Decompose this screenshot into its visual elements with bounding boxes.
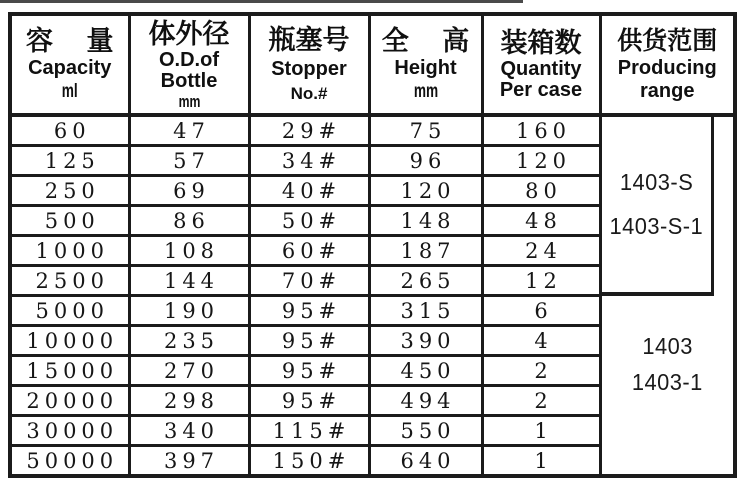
header-od-en1: O.D.of xyxy=(159,48,219,71)
cell-capacity: 15000 xyxy=(10,356,129,386)
header-row xyxy=(10,14,735,115)
header-stopper-zh: 瓶塞号 xyxy=(268,24,350,55)
header-od-zh: 体外径 xyxy=(148,18,230,49)
col-header-range xyxy=(600,14,735,115)
cell-stopper: 95# xyxy=(249,296,369,326)
header-capacity-unit: ml xyxy=(61,81,78,102)
cell-stopper: 70# xyxy=(249,266,369,296)
cell-od: 235 xyxy=(129,326,249,356)
top-crop-line xyxy=(0,0,523,3)
cell-capacity: 2500 xyxy=(10,266,129,296)
producing-range-group-small xyxy=(600,115,735,296)
cell-qty: 2 xyxy=(482,386,600,416)
producing-range-box xyxy=(602,117,715,296)
cell-od: 298 xyxy=(129,386,249,416)
range-code: 1403-S xyxy=(619,168,693,195)
cell-stopper: 50# xyxy=(249,206,369,236)
cell-stopper: 34# xyxy=(249,146,369,176)
header-qty-wrap xyxy=(484,16,599,113)
header-range-zh: 供货范围 xyxy=(617,27,718,55)
header-stopper-en2: No.# xyxy=(290,83,328,103)
cell-od: 69 xyxy=(129,176,249,206)
cell-height: 550 xyxy=(369,416,482,446)
cell-stopper: 150# xyxy=(249,446,369,477)
col-header-od xyxy=(129,14,249,115)
cell-height: 187 xyxy=(369,236,482,266)
table-row xyxy=(10,296,735,326)
cell-capacity: 250 xyxy=(10,176,129,206)
header-qty-en1: Quantity xyxy=(500,58,582,80)
cell-stopper: 115# xyxy=(249,416,369,446)
header-height-en: Height xyxy=(394,57,457,79)
header-stopper-wrap xyxy=(251,16,368,113)
header-range-en1: Producing xyxy=(617,57,717,79)
cell-height: 120 xyxy=(369,176,482,206)
cell-height: 390 xyxy=(369,326,482,356)
cell-qty: 2 xyxy=(482,356,600,386)
header-od-en2: Bottle xyxy=(160,69,218,92)
header-stopper-en1: Stopper xyxy=(271,57,347,80)
cell-stopper: 60# xyxy=(249,236,369,266)
cell-capacity: 30000 xyxy=(10,416,129,446)
spec-table xyxy=(8,12,737,478)
cell-od: 190 xyxy=(129,296,249,326)
cell-qty: 6 xyxy=(482,296,600,326)
range-code: 1403 xyxy=(641,333,693,360)
cell-capacity: 5000 xyxy=(10,296,129,326)
header-capacity-zh: 容 量 xyxy=(25,26,114,56)
cell-stopper: 95# xyxy=(249,326,369,356)
cell-stopper: 29# xyxy=(249,115,369,146)
table-row xyxy=(10,115,735,146)
col-header-stopper xyxy=(249,14,369,115)
header-height-wrap xyxy=(371,16,481,113)
header-qty-zh: 装箱数 xyxy=(500,28,582,58)
cell-qty: 24 xyxy=(482,236,600,266)
header-od-wrap xyxy=(131,16,248,113)
cell-od: 270 xyxy=(129,356,249,386)
cell-qty: 48 xyxy=(482,206,600,236)
header-height-unit: mm xyxy=(413,81,438,102)
cell-od: 57 xyxy=(129,146,249,176)
cell-height: 494 xyxy=(369,386,482,416)
cell-capacity: 20000 xyxy=(10,386,129,416)
cell-qty: 12 xyxy=(482,266,600,296)
cell-capacity: 60 xyxy=(10,115,129,146)
col-header-height xyxy=(369,14,482,115)
producing-range-lines xyxy=(602,333,734,396)
cell-od: 144 xyxy=(129,266,249,296)
cell-stopper: 95# xyxy=(249,356,369,386)
range-code: 1403-S-1 xyxy=(609,212,704,239)
producing-range-group-large xyxy=(600,296,735,477)
cell-capacity: 125 xyxy=(10,146,129,176)
cell-height: 96 xyxy=(369,146,482,176)
header-range-en2: range xyxy=(640,80,695,102)
cell-qty: 4 xyxy=(482,326,600,356)
cell-qty: 80 xyxy=(482,176,600,206)
cell-capacity: 10000 xyxy=(10,326,129,356)
cell-height: 265 xyxy=(369,266,482,296)
cell-qty: 1 xyxy=(482,446,600,477)
cell-qty: 160 xyxy=(482,115,600,146)
cell-od: 86 xyxy=(129,206,249,236)
cell-stopper: 95# xyxy=(249,386,369,416)
cell-capacity: 1000 xyxy=(10,236,129,266)
cell-height: 450 xyxy=(369,356,482,386)
cell-stopper: 40# xyxy=(249,176,369,206)
header-range-wrap xyxy=(602,16,734,113)
cell-od: 340 xyxy=(129,416,249,446)
cell-od: 47 xyxy=(129,115,249,146)
cell-qty: 1 xyxy=(482,416,600,446)
cell-height: 315 xyxy=(369,296,482,326)
cell-qty: 120 xyxy=(482,146,600,176)
cell-height: 148 xyxy=(369,206,482,236)
range-code: 1403-1 xyxy=(631,369,703,396)
cell-capacity: 500 xyxy=(10,206,129,236)
col-header-capacity xyxy=(10,14,129,115)
header-od-unit: mm xyxy=(178,91,200,111)
cell-capacity: 50000 xyxy=(10,446,129,477)
header-capacity-wrap xyxy=(12,16,128,113)
header-qty-en2: Per case xyxy=(499,79,583,101)
col-header-qty xyxy=(482,14,600,115)
cell-height: 75 xyxy=(369,115,482,146)
header-height-zh: 全 高 xyxy=(381,26,470,56)
cell-od: 397 xyxy=(129,446,249,477)
cell-od: 108 xyxy=(129,236,249,266)
header-capacity-en: Capacity xyxy=(28,57,112,79)
cell-height: 640 xyxy=(369,446,482,477)
